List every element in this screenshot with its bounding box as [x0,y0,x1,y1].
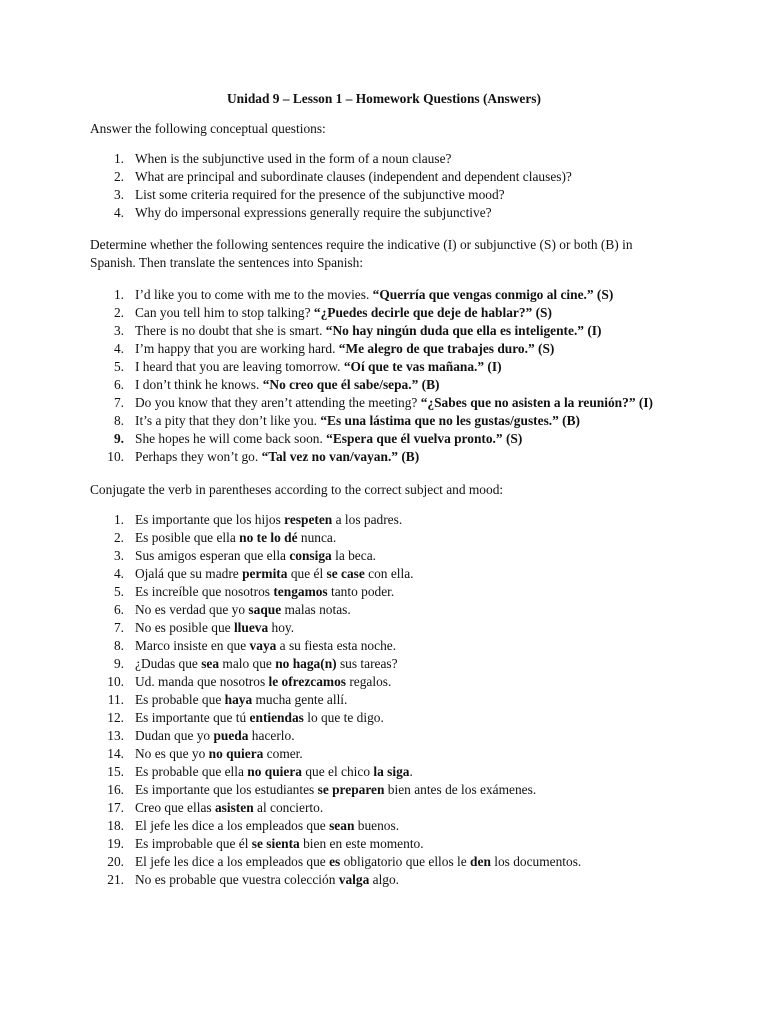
conjugation-item [90,637,730,655]
list-item-number: 16. [107,782,124,797]
question-text: I’m happy that you are working hard. [135,341,339,356]
list-item-number: 14. [107,746,124,761]
question-text: que él [287,566,327,581]
sentence-item [90,286,730,304]
question-text: I’d like you to come with me to the movies. [135,287,373,302]
list-item-number: 17. [107,800,124,815]
answer-text: no quiera [247,764,302,779]
section3-intro: Conjugate the verb in parentheses according to the correct subject and mood: [90,482,504,497]
question-text: que el chico [301,764,374,779]
question-text: Es improbable que él [135,836,252,851]
list-item-number: 2. [113,530,124,545]
list-item-number: 2. [113,305,124,320]
question-text: Marco insiste en que [135,638,250,653]
sentence-item [90,430,730,448]
question-text: List some criteria required for the presence of the subjunctive mood? [135,187,505,202]
answer-text: no quiera [208,746,264,761]
answer-text: se case [326,566,365,581]
question-text: buenos. [354,818,400,833]
answer-text: no te lo dé [239,530,298,545]
answer-text: “Es una lástima que no les gustas/gustes.” (B) [320,413,581,428]
question-text: There is no doubt that she is smart. [135,323,326,338]
answer-text: asisten [214,800,254,815]
question-text: No es posible que [135,620,234,635]
section2-intro: Determine whether the following sentences require the indicative (I) or subjunctive (S) or both (B) in Spanish. Then translate the sentences into Spanish: [90,237,633,270]
list-item-number: 6. [113,602,124,617]
list-item-number: 3. [113,548,124,563]
section1-intro: Answer the following conceptual questions: [90,121,326,136]
conjugation-item [90,799,730,817]
list-item-number: 5. [113,359,124,374]
question-item [90,204,730,222]
question-text: hacerlo. [248,728,295,743]
question-text: El jefe les dice a los empleados que [135,818,330,833]
list-item-number: 8. [113,413,124,428]
question-text: bien en este momento. [299,836,424,851]
answer-text: haya [224,692,253,707]
question-text: sus tareas? [336,656,398,671]
list-item-number: 8. [113,638,124,653]
list-item-number: 11. [107,692,124,707]
conjugation-item [90,781,730,799]
list-item-number: 6. [113,377,124,392]
answer-text: la siga [373,764,410,779]
answer-text: es [329,854,341,869]
list-item-number: 9. [113,431,124,446]
question-item [90,168,730,186]
question-text: El jefe les dice a los empleados que [135,854,330,869]
answer-text: “Espera que él vuelva pronto.” (S) [326,431,523,446]
question-text: hoy. [268,620,295,635]
list-item-number: 13. [107,728,124,743]
question-text: algo. [369,872,400,887]
list-item-number: 15. [107,764,124,779]
question-text: Es importante que tú [135,710,250,725]
list-item-number: 3. [113,323,124,338]
sentence-item [90,394,730,412]
answer-text: “Me alegro de que trabajes duro.” (S) [338,341,555,356]
question-text: a los padres. [332,512,403,527]
conjugation-item [90,691,730,709]
question-text: al concierto. [253,800,324,815]
question-text: mucha gente allí. [252,692,348,707]
list-item-number: 2. [113,169,124,184]
list-item-number: 4. [113,341,124,356]
answer-text: saque [248,602,282,617]
question-text: . [409,764,413,779]
list-item-number: 18. [107,818,124,833]
question-text: malas notas. [281,602,351,617]
list-item-number: 5. [113,584,124,599]
question-text: bien antes de los exámenes. [384,782,537,797]
question-text: la beca. [331,548,376,563]
question-text: Can you tell him to stop talking? [135,305,314,320]
list-item-number: 20. [107,854,124,869]
question-text: lo que te digo. [303,710,384,725]
answer-text: llueva [233,620,269,635]
question-text: No es probable que vuestra colección [135,872,339,887]
list-item-number: 7. [113,395,124,410]
sentence-item [90,304,730,322]
conjugation-item [90,673,730,691]
answer-text: valga [338,872,370,887]
conjugation-item [90,745,730,763]
answer-text: respeten [284,512,333,527]
question-text: Creo que ellas [135,800,215,815]
list-item-number: 10. [107,449,124,464]
question-text: Es importante que los estudiantes [135,782,318,797]
list-item-number: 21. [107,872,124,887]
conjugation-item [90,727,730,745]
list-item-number: 12. [107,710,124,725]
conjugation-item [90,601,730,619]
sentence-item [90,340,730,358]
question-text: con ella. [364,566,414,581]
conjugation-item [90,871,730,889]
question-item [90,150,730,168]
translation-sentences-list [90,286,730,466]
answer-text: “Querría que vengas conmigo al cine.” (S) [372,287,614,302]
sentence-item [90,448,730,466]
conjugation-item [90,709,730,727]
list-item-number: 1. [113,151,124,166]
question-text: No es que yo [135,746,209,761]
answer-text: “Oí que te vas mañana.” (I) [343,359,502,374]
conjugation-item [90,583,730,601]
conjugation-item [90,835,730,853]
question-text: Do you know that they aren’t attending the meeting? [135,395,421,410]
answer-text: se sienta [251,836,300,851]
answer-text: sea [201,656,220,671]
question-text: Ojalá que su madre [135,566,243,581]
question-text: los documentos. [490,854,582,869]
list-item-number: 19. [107,836,124,851]
answer-text: le ofrezcamos [268,674,346,689]
question-text: Why do impersonal expressions generally require the subjunctive? [135,205,492,220]
document-title: Unidad 9 – Lesson 1 – Homework Questions (Answers) [227,91,541,106]
list-item-number: 9. [113,656,124,671]
question-text: No es verdad que yo [135,602,249,617]
answer-text: “Tal vez no van/vayan.” (B) [261,449,420,464]
question-text: It’s a pity that they don’t like you. [135,413,321,428]
question-text: She hopes he will come back soon. [135,431,327,446]
answer-text: “¿Puedes decirle que deje de hablar?” (S) [313,305,552,320]
sentence-item [90,376,730,394]
conjugation-item [90,547,730,565]
question-text: When is the subjunctive used in the form of a noun clause? [135,151,452,166]
conjugation-list [90,511,730,889]
list-item-number: 3. [113,187,124,202]
question-text: I heard that you are leaving tomorrow. [135,359,344,374]
question-text: nunca. [297,530,337,545]
list-item-number: 1. [113,287,124,302]
question-text: malo que [219,656,276,671]
question-text: Ud. manda que nosotros [135,674,269,689]
question-text: Es probable que ella [135,764,248,779]
sentence-item [90,412,730,430]
answer-text: no haga(n) [275,656,337,671]
answer-text: tengamos [273,584,328,599]
list-item-number: 10. [107,674,124,689]
answer-text: vaya [249,638,277,653]
answer-text: “¿Sabes que no asisten a la reunión?” (I) [420,395,653,410]
answer-text: “No hay ningún duda que ella es inteligente.” (I) [325,323,602,338]
question-text: Perhaps they won’t go. [135,449,262,464]
question-text: What are principal and subordinate clauses (independent and dependent clauses)? [135,169,572,184]
sentence-item [90,358,730,376]
question-text: Dudan que yo [135,728,214,743]
conjugation-item [90,763,730,781]
answer-text: “No creo que él sabe/sepa.” (B) [262,377,440,392]
answer-text: pueda [213,728,249,743]
answer-text: den [470,854,491,869]
conjugation-item [90,565,730,583]
sentence-item [90,322,730,340]
list-item-number: 1. [113,512,124,527]
question-text: Es increíble que nosotros [135,584,274,599]
question-text: a su fiesta esta noche. [276,638,397,653]
list-item-number: 4. [113,205,124,220]
answer-text: se preparen [317,782,385,797]
conjugation-item [90,853,730,871]
question-text: Es posible que ella [135,530,240,545]
question-text: obligatorio que ellos le [340,854,471,869]
conjugation-item [90,619,730,637]
list-item-number: 7. [113,620,124,635]
list-item-number: 4. [113,566,124,581]
conceptual-questions-list [90,150,730,222]
answer-text: sean [329,818,355,833]
answer-text: entiendas [249,710,304,725]
question-text: Es importante que los hijos [135,512,285,527]
question-item [90,186,730,204]
answer-text: consiga [289,548,332,563]
question-text: comer. [263,746,303,761]
conjugation-item [90,511,730,529]
question-text: tanto poder. [327,584,395,599]
conjugation-item [90,529,730,547]
conjugation-item [90,817,730,835]
question-text: Es probable que [135,692,225,707]
question-text: ¿Dudas que [135,656,202,671]
question-text: Sus amigos esperan que ella [135,548,290,563]
conjugation-item [90,655,730,673]
question-text: regalos. [345,674,392,689]
question-text: I don’t think he knows. [135,377,263,392]
answer-text: permita [242,566,288,581]
